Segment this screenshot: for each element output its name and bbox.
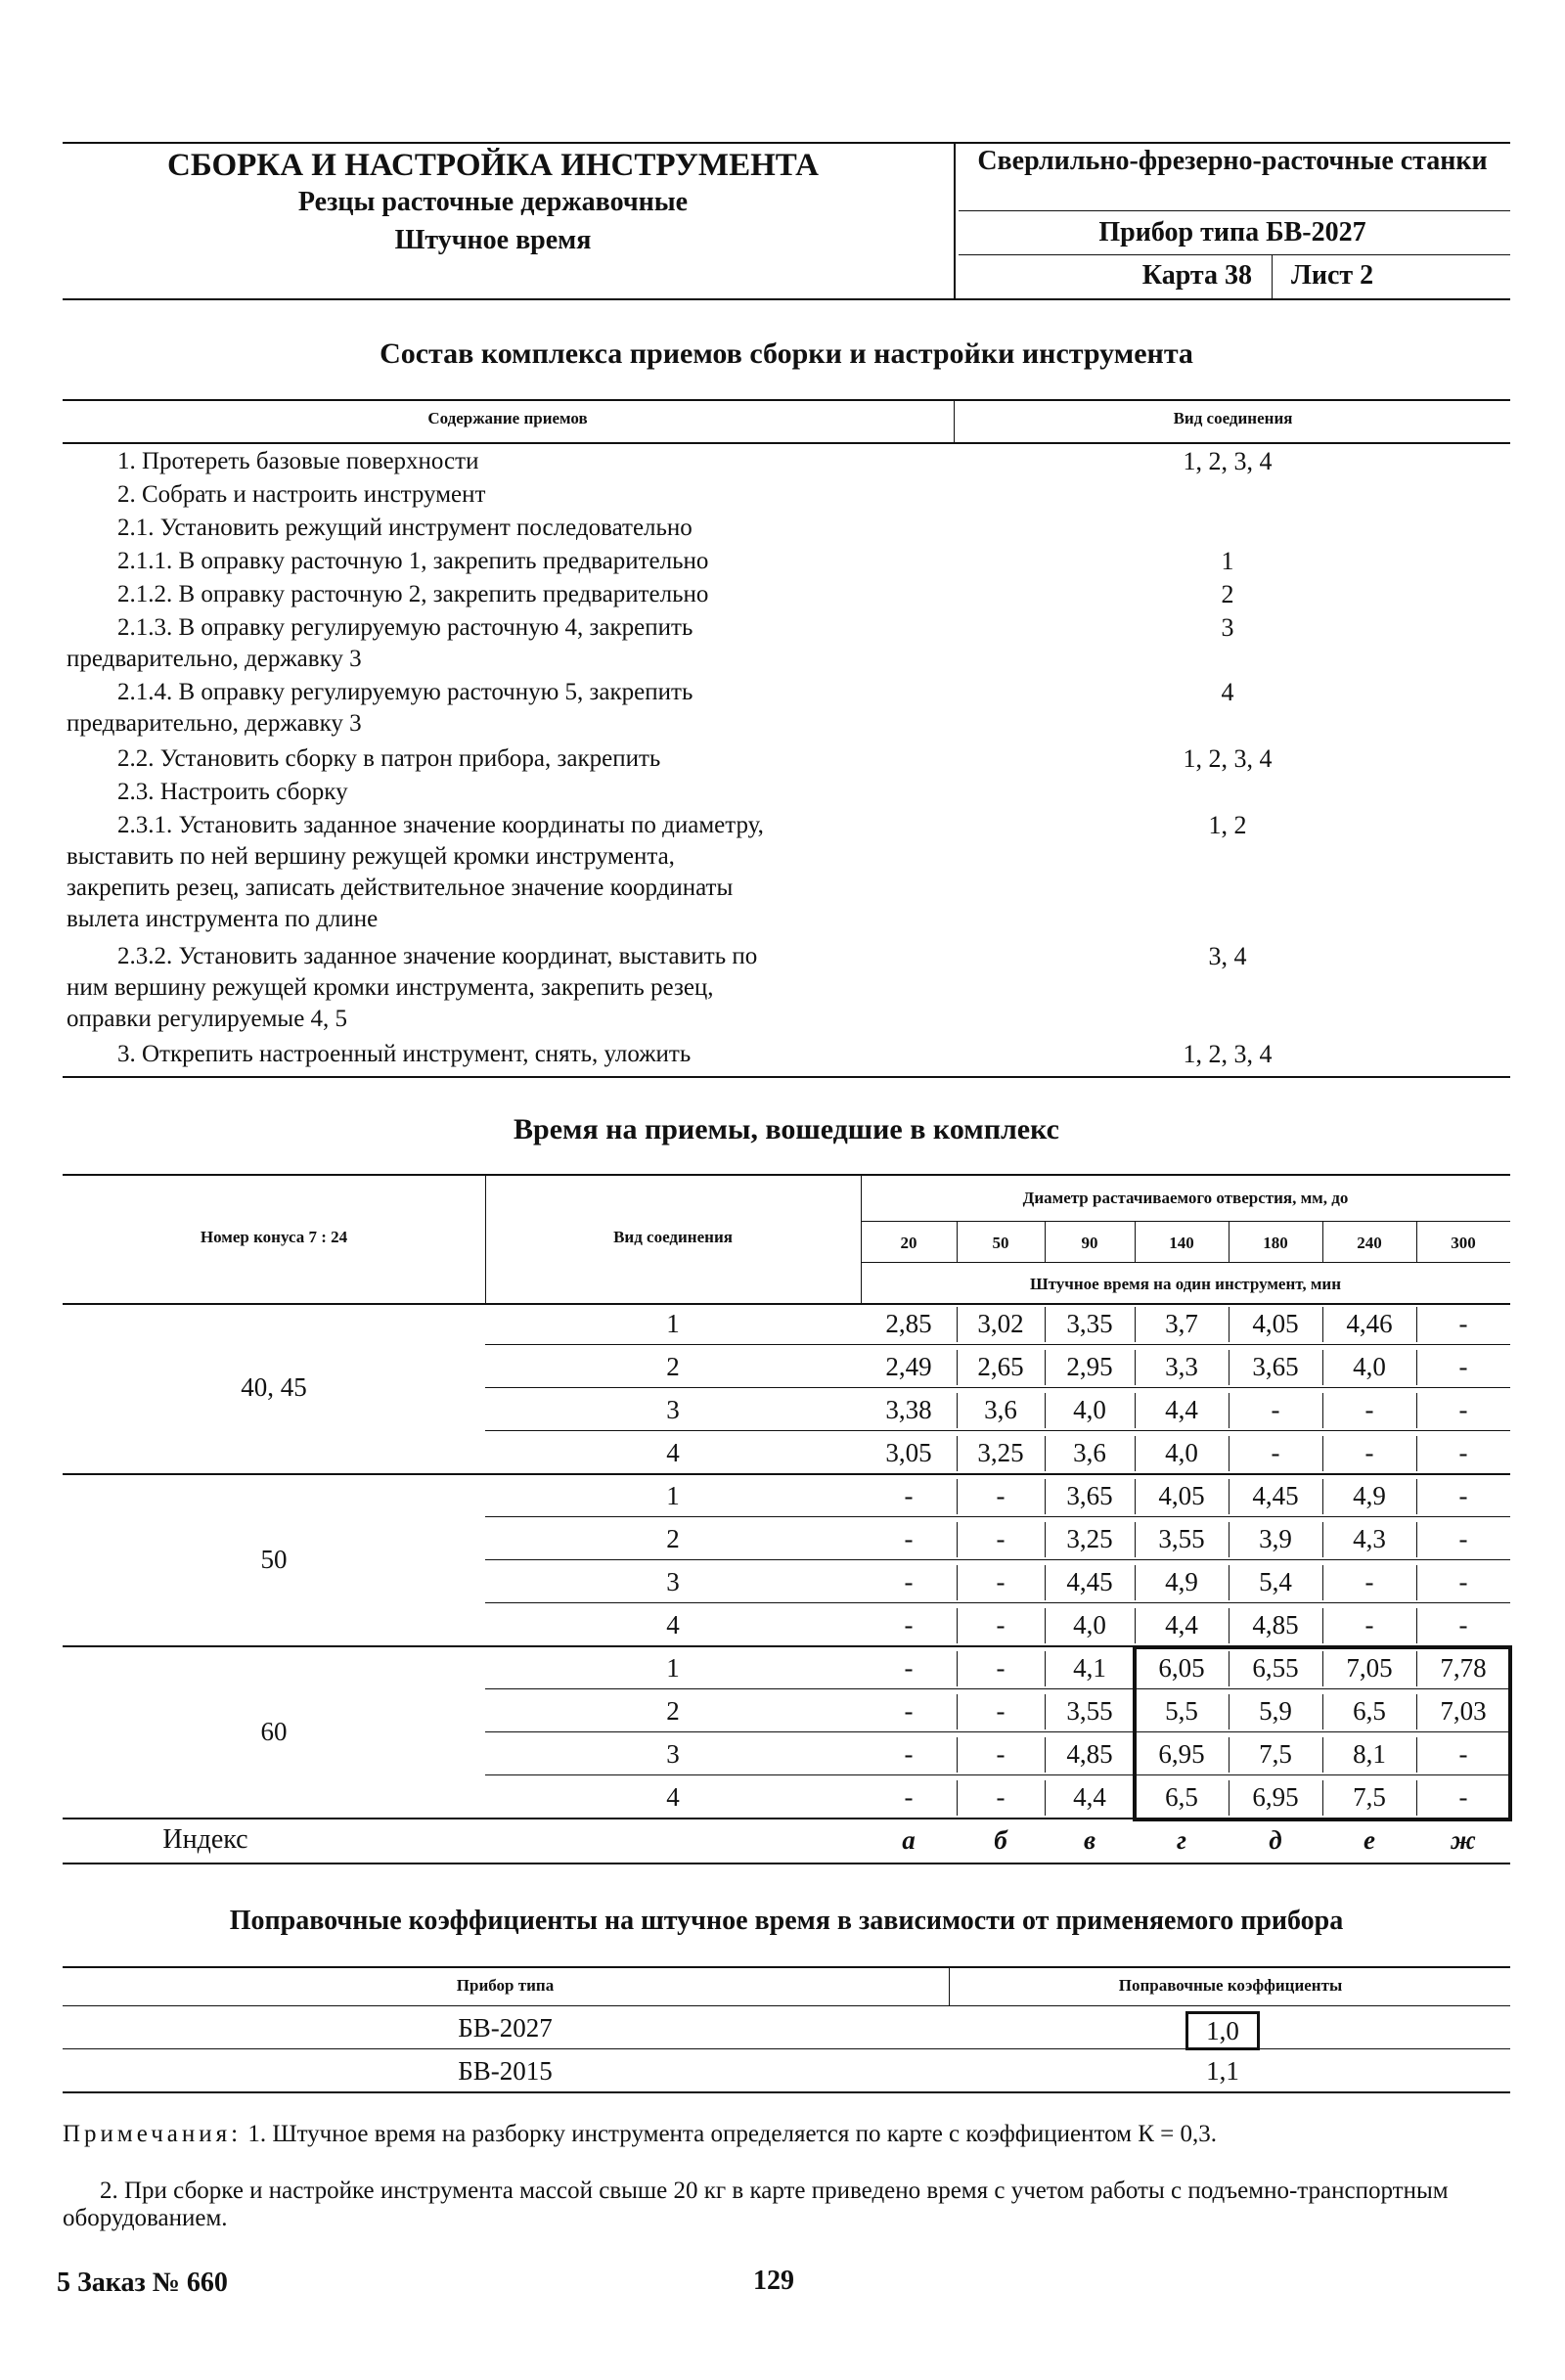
step-row (67, 579, 966, 610)
table-row-rule (485, 1430, 1510, 1431)
time-value: 6,5 (1353, 1696, 1386, 1726)
sheet-number: Лист 2 (1291, 260, 1374, 291)
step-row (67, 1039, 966, 1070)
cell-divider (1135, 1479, 1136, 1514)
step-text: 2.1.4. В оправку регулируемую расточную 5, закрепить (117, 679, 693, 705)
cell-divider (1229, 1479, 1230, 1514)
step-row (67, 777, 966, 808)
cell-divider (1416, 1307, 1417, 1342)
time-value: 6,5 (1165, 1782, 1198, 1812)
index-value: в (1083, 1825, 1096, 1855)
cell-divider (957, 1522, 958, 1557)
time-value: 4,0 (1353, 1352, 1386, 1381)
connection-type: 4 (666, 1782, 680, 1812)
highlight-box (1133, 1645, 1512, 1821)
time-value: - (1458, 1567, 1468, 1596)
time-value: 7,5 (1259, 1739, 1292, 1769)
cone-number: 60 (260, 1717, 288, 1746)
cell-divider (1045, 1307, 1046, 1342)
time-value: 7,05 (1346, 1653, 1393, 1683)
time-value: 4,05 (1252, 1309, 1299, 1338)
step-text: 3. Открепить настроенный инструмент, снять, уложить (117, 1041, 692, 1067)
cell-divider (1135, 1608, 1136, 1643)
cell-divider (1135, 1522, 1136, 1557)
cell-divider (957, 1608, 958, 1643)
connection-type: 2 (666, 1524, 680, 1553)
step-text: 2.3. Настроить сборку (117, 779, 348, 805)
step-row (67, 677, 966, 740)
index-value: б (994, 1825, 1007, 1855)
cell-divider (1322, 1436, 1323, 1471)
connection-type: 3 (666, 1567, 680, 1596)
cell-divider (1229, 1393, 1230, 1428)
header-title: СБОРКА И НАСТРОЙКА ИНСТРУМЕНТА (167, 148, 819, 183)
cell-divider (1045, 1565, 1046, 1600)
cell-divider (1135, 1350, 1136, 1385)
index-value: д (1269, 1825, 1282, 1855)
time-value: - (1364, 1610, 1374, 1639)
step-row (67, 446, 966, 477)
time-value: 2,95 (1066, 1352, 1113, 1381)
time-value: 4,3 (1353, 1524, 1386, 1553)
time-value: - (1364, 1395, 1374, 1424)
step-text-cont: вылета инструмента по длине (67, 906, 379, 932)
time-value: 3,3 (1165, 1352, 1198, 1381)
time-value: 3,35 (1066, 1309, 1113, 1338)
time-value: 4,9 (1353, 1481, 1386, 1510)
step-connection: 1, 2, 3, 4 (1183, 1040, 1273, 1068)
step-text: 2.2. Установить сборку в патрон прибора, закрепить (117, 745, 661, 772)
time-value: 4,85 (1252, 1610, 1299, 1639)
correction-row-rule (63, 2048, 1510, 2049)
time-value: - (1271, 1395, 1280, 1424)
index-label: Индекс (162, 1824, 248, 1855)
cell-divider (1045, 1350, 1046, 1385)
time-value: - (1364, 1567, 1374, 1596)
cell-divider (1229, 1565, 1230, 1600)
time-value: 3,6 (984, 1395, 1017, 1424)
header-bottom-rule (63, 298, 1510, 300)
time-value: 7,5 (1353, 1782, 1386, 1812)
time-value: 6,95 (1158, 1739, 1205, 1769)
header-subtitle: Резцы расточные державочные (297, 187, 689, 217)
time-value: - (904, 1739, 914, 1769)
step-connection: 3 (1221, 613, 1234, 642)
device-type: Прибор типа БВ-2027 (1098, 217, 1366, 247)
time-value: 4,0 (1165, 1438, 1198, 1467)
cell-divider (957, 1479, 958, 1514)
time-value: - (996, 1481, 1006, 1510)
step-text-cont: выставить по ней вершину режущей кромки инструмента, (67, 843, 675, 870)
cell-divider (957, 1694, 958, 1729)
connection-type: 4 (666, 1610, 680, 1639)
time-value: - (996, 1610, 1006, 1639)
time-value: - (904, 1610, 914, 1639)
correction-title: Поправочные коэффициенты на штучное время в зависимости от применяемого прибора (229, 1906, 1344, 1936)
header-subtitle-2: Штучное время (394, 225, 592, 255)
time-value: 4,46 (1346, 1309, 1393, 1338)
time-value: 3,6 (1073, 1438, 1106, 1467)
time-value: - (1458, 1352, 1468, 1381)
step-row (67, 941, 966, 1035)
time-value: 4,9 (1165, 1567, 1198, 1596)
time-value: 8,1 (1353, 1739, 1386, 1769)
time-value: 3,05 (885, 1438, 932, 1467)
connection-type: 4 (666, 1438, 680, 1467)
time-value: - (1364, 1438, 1374, 1467)
step-text: 2.3.2. Установить заданное значение координат, выставить по (117, 943, 758, 969)
diameter-value: 50 (992, 1234, 1009, 1252)
cell-divider (1322, 1350, 1323, 1385)
time-value: 7,03 (1440, 1696, 1487, 1726)
table-row-rule (485, 1344, 1510, 1345)
table-row-rule (485, 1559, 1510, 1560)
composition-header-rule (63, 442, 1510, 444)
cell-divider (1135, 1436, 1136, 1471)
col-device-header: Прибор типа (456, 1976, 555, 1995)
step-text-cont: оправки регулируемые 4, 5 (67, 1006, 348, 1032)
time-value: - (996, 1653, 1006, 1683)
connection-type: 2 (666, 1352, 680, 1381)
time-value: - (1458, 1782, 1468, 1812)
cell-divider (1045, 1780, 1046, 1816)
time-value: 4,45 (1066, 1567, 1113, 1596)
cell-divider (1045, 1651, 1046, 1686)
time-value: 4,0 (1073, 1610, 1106, 1639)
cell-divider (1045, 1522, 1046, 1557)
time-value: - (904, 1696, 914, 1726)
cell-divider (1045, 1737, 1046, 1773)
step-connection: 1, 2, 3, 4 (1183, 447, 1273, 475)
diameter-header: Диаметр растачиваемого отверстия, мм, до (1022, 1189, 1349, 1207)
index-value: ж (1451, 1825, 1476, 1855)
index-value: е (1364, 1825, 1375, 1855)
device-cell: БВ-2015 (458, 2056, 553, 2086)
time-value: 5,4 (1259, 1567, 1292, 1596)
cell-divider (1322, 1565, 1323, 1600)
cell-divider (1416, 1522, 1417, 1557)
step-text: 2.3.1. Установить заданное значение координаты по диаметру, (117, 812, 764, 838)
time-value: 4,4 (1165, 1610, 1198, 1639)
time-value: 2,85 (885, 1309, 932, 1338)
card-number: Карта 38 (1141, 260, 1252, 291)
diameter-value: 140 (1169, 1234, 1194, 1252)
cell-divider (957, 1737, 958, 1773)
header-left (63, 147, 923, 260)
cell-divider (1045, 1479, 1046, 1514)
col-cone-header: Номер конуса 7 : 24 (200, 1228, 348, 1246)
diameter-value: 240 (1357, 1234, 1382, 1252)
cell-divider (957, 1565, 958, 1600)
step-connection: 2 (1221, 580, 1234, 608)
diameter-value: 90 (1081, 1234, 1098, 1252)
time-value: 2,49 (885, 1352, 932, 1381)
time-value: - (1458, 1438, 1468, 1467)
cell-divider (957, 1651, 958, 1686)
step-text: 1. Протереть базовые поверхности (117, 448, 479, 474)
notes-label: Примечания: (63, 2121, 243, 2147)
cell-divider (957, 1350, 958, 1385)
note-1-text: 1. Штучное время на разборку инструмента определяется по карте с коэффициентом К = 0,3. (242, 2121, 1217, 2147)
step-connection: 4 (1221, 678, 1234, 706)
diameter-value: 20 (900, 1234, 917, 1252)
step-connection: 1, 2, 3, 4 (1183, 744, 1273, 773)
step-text: 2. Собрать и настроить инструмент (117, 481, 486, 508)
cell-divider (1322, 1522, 1323, 1557)
cell-divider (957, 1393, 958, 1428)
step-connection: 1 (1221, 547, 1234, 575)
time-value: - (904, 1782, 914, 1812)
cell-divider (1229, 1307, 1230, 1342)
time-value: 4,0 (1073, 1395, 1106, 1424)
step-text: 2.1. Установить режущий инструмент последовательно (117, 515, 693, 541)
index-value: г (1177, 1825, 1186, 1855)
composition-bottom-rule (63, 1076, 1510, 1078)
time-value: - (996, 1739, 1006, 1769)
time-value: - (904, 1481, 914, 1510)
step-text: 2.1.3. В оправку регулируемую расточную 4, закрепить (117, 614, 693, 641)
col-coef-header: Поправочные коэффициенты (1118, 1976, 1343, 1995)
note-2: 2. При сборке и настройке инструмента массой свыше 20 кг в карте приведено время с учетом работы с подъемно-транспортным оборудованием. (63, 2178, 1449, 2231)
time-value: 5,5 (1165, 1696, 1198, 1726)
cell-divider (1416, 1608, 1417, 1643)
time-value: 4,1 (1073, 1653, 1106, 1683)
header-right-rule-1 (959, 210, 1510, 211)
cell-divider (1416, 1350, 1417, 1385)
step-text: 2.1.1. В оправку расточную 1, закрепить предварительно (117, 548, 709, 574)
correction-top-rule (63, 1966, 1510, 1968)
time-value: 6,95 (1252, 1782, 1299, 1812)
time-table-title: Время на приемы, вошедшие в комплекс (514, 1113, 1059, 1145)
time-value: 7,78 (1440, 1653, 1487, 1683)
cell-divider (957, 1780, 958, 1816)
time-value: 2,65 (977, 1352, 1024, 1381)
composition-top-rule (63, 399, 1510, 401)
time-value: 3,38 (885, 1395, 932, 1424)
cell-divider (1135, 1307, 1136, 1342)
cone-number: 40, 45 (241, 1372, 307, 1402)
cell-divider (1229, 1436, 1230, 1471)
cell-divider (1045, 1608, 1046, 1643)
time-value: 3,65 (1252, 1352, 1299, 1381)
cell-divider (1135, 1565, 1136, 1600)
connection-type: 1 (666, 1309, 680, 1338)
step-text-cont: предварительно, державку 3 (67, 710, 362, 737)
time-value: - (996, 1782, 1006, 1812)
cell-divider (1045, 1393, 1046, 1428)
time-value: 3,55 (1066, 1696, 1113, 1726)
diameter-header-rule (861, 1221, 1510, 1222)
device-cell: БВ-2027 (458, 2013, 553, 2043)
time-value: 3,02 (977, 1309, 1024, 1338)
coef-cell-highlighted: 1,0 (1185, 2011, 1260, 2050)
cell-divider (1416, 1565, 1417, 1600)
time-value: 4,4 (1073, 1782, 1106, 1812)
step-row (67, 612, 966, 675)
cell-divider (957, 1307, 958, 1342)
time-table-bottom-rule (63, 1863, 1510, 1864)
cell-divider (1322, 1393, 1323, 1428)
coef-cell: 1,1 (1206, 2056, 1239, 2086)
cell-divider (1229, 1608, 1230, 1643)
time-value: - (1271, 1438, 1280, 1467)
time-value: - (1458, 1481, 1468, 1510)
time-value: 4,4 (1165, 1395, 1198, 1424)
step-connection: 1, 2 (1208, 811, 1247, 839)
cell-divider (1045, 1694, 1046, 1729)
cell-divider (1045, 1436, 1046, 1471)
connection-type: 1 (666, 1653, 680, 1683)
step-connection: 3, 4 (1208, 942, 1247, 970)
time-value: - (996, 1567, 1006, 1596)
page-number: 129 (753, 2266, 794, 2296)
time-value: 4,85 (1066, 1739, 1113, 1769)
col-connection-header: Вид соединения (613, 1228, 733, 1246)
cell-divider (1322, 1608, 1323, 1643)
index-value: а (902, 1825, 916, 1855)
cell-divider (957, 1436, 958, 1471)
time-value: 6,05 (1158, 1653, 1205, 1683)
composition-title: Состав комплекса приемов сборки и настройки инструмента (380, 337, 1193, 370)
connection-type: 2 (666, 1696, 680, 1726)
step-row (67, 513, 966, 544)
note-1 (63, 2121, 1510, 2148)
time-value: 4,05 (1158, 1481, 1205, 1510)
time-value: 3,65 (1066, 1481, 1113, 1510)
machine-type: Сверлильно-фрезерно-расточные станки (977, 146, 1488, 176)
time-value: 3,7 (1165, 1309, 1198, 1338)
step-text-cont: предварительно, державку 3 (67, 646, 362, 672)
time-value: - (904, 1524, 914, 1553)
time-value: - (996, 1524, 1006, 1553)
time-value: 6,55 (1252, 1653, 1299, 1683)
table-row-rule (485, 1602, 1510, 1603)
time-value: 5,9 (1259, 1696, 1292, 1726)
time-unit-header: Штучное время на один инструмент, мин (1029, 1275, 1342, 1293)
composition-col-divider (954, 399, 955, 442)
header-divider (954, 142, 956, 298)
cell-divider (1416, 1436, 1417, 1471)
step-text-cont: закрепить резец, записать действительное значение координаты (67, 875, 734, 901)
step-row (67, 546, 966, 577)
correction-col-divider (949, 1966, 950, 2005)
connection-type: 3 (666, 1739, 680, 1769)
header-right-rule-2 (959, 254, 1510, 255)
step-text: 2.1.2. В оправку расточную 2, закрепить предварительно (117, 581, 709, 607)
time-value: - (1458, 1395, 1468, 1424)
card-sheet-divider (1272, 254, 1273, 298)
time-value: 3,25 (1066, 1524, 1113, 1553)
connection-type: 1 (666, 1481, 680, 1510)
cell-divider (1229, 1522, 1230, 1557)
time-value: - (904, 1653, 914, 1683)
correction-bottom-rule (63, 2091, 1510, 2093)
time-value: 3,25 (977, 1438, 1024, 1467)
cell-divider (1135, 1393, 1136, 1428)
header-right (959, 147, 1506, 176)
connection-type: 3 (666, 1395, 680, 1424)
cell-divider (1416, 1393, 1417, 1428)
col-connection-header: Вид соединения (1173, 409, 1293, 427)
cell-divider (1322, 1479, 1323, 1514)
col-content-header: Содержание приемов (427, 409, 588, 427)
time-value: 4,45 (1252, 1481, 1299, 1510)
time-value: - (1458, 1524, 1468, 1553)
correction-header-rule (63, 2005, 1510, 2006)
time-value: - (1458, 1610, 1468, 1639)
step-row (67, 810, 966, 935)
time-value: - (1458, 1739, 1468, 1769)
time-value: 3,55 (1158, 1524, 1205, 1553)
cell-divider (1416, 1479, 1417, 1514)
step-row (67, 479, 966, 511)
cell-divider (1229, 1350, 1230, 1385)
header-top-rule (63, 142, 1510, 144)
time-table-top-rule (63, 1174, 1510, 1176)
cone-number: 50 (260, 1545, 288, 1574)
table-row-rule (485, 1516, 1510, 1517)
time-value: 3,9 (1259, 1524, 1292, 1553)
step-text-cont: ним вершину режущей кромки инструмента, закрепить резец, (67, 974, 714, 1001)
table-row-rule (485, 1387, 1510, 1388)
time-value: - (996, 1696, 1006, 1726)
order-number: 5 Заказ № 660 (57, 2268, 228, 2298)
diameter-value: 180 (1263, 1234, 1288, 1252)
time-value: - (1458, 1309, 1468, 1338)
cell-divider (1322, 1307, 1323, 1342)
time-value: - (904, 1567, 914, 1596)
step-row (67, 743, 966, 775)
diameter-value: 300 (1451, 1234, 1476, 1252)
